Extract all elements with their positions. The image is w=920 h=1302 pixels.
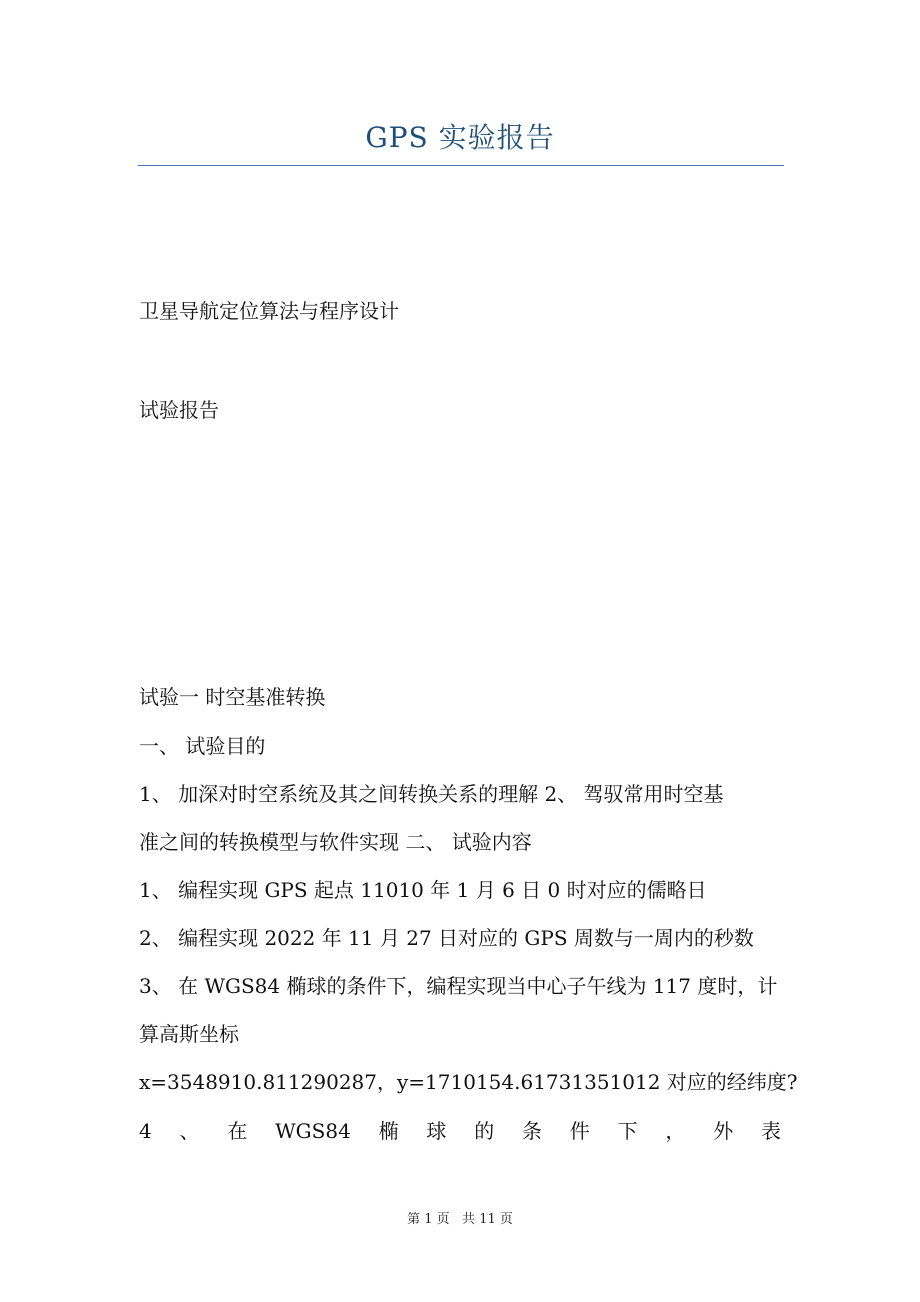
section-heading-purpose: 一、 试验目的 <box>139 734 266 758</box>
word: 的 <box>474 1119 495 1143</box>
word: WGS84 <box>275 1119 351 1143</box>
paragraph-line: 3、 在 WGS84 椭球的条件下，编程实现当中心子午线为 117 度时，计 <box>139 974 778 998</box>
word: 件 <box>569 1119 590 1143</box>
experiment-heading: 试验一 时空基准转换 <box>139 685 326 709</box>
word: 在 <box>227 1119 248 1143</box>
word: 外 <box>713 1119 734 1143</box>
paragraph-line: 1、 加深对时空系统及其之间转换关系的理解 2、 驾驭常用时空基 <box>139 782 724 806</box>
word: 球 <box>426 1119 447 1143</box>
word: 表 <box>760 1119 781 1143</box>
word: ， <box>665 1119 686 1143</box>
report-label: 试验报告 <box>139 398 219 422</box>
paragraph-line: 算高斯坐标 <box>139 1022 239 1046</box>
title-divider <box>138 165 784 166</box>
paragraph-line: 准之间的转换模型与软件实现 二、 试验内容 <box>139 830 532 854</box>
word: 下 <box>617 1119 638 1143</box>
paragraph-line: 1、 编程实现 GPS 起点 11010 年 1 月 6 日 0 时对应的儒略日 <box>139 878 707 902</box>
word: 4 <box>139 1119 152 1143</box>
word: 椭 <box>378 1119 399 1143</box>
document-title: GPS 实验报告 <box>365 121 555 154</box>
word: 、 <box>179 1119 200 1143</box>
justified-paragraph-line <box>139 1117 781 1145</box>
paragraph-line: x=3548910.811290287，y=1710154.61731351012 对应的经纬度? <box>139 1070 798 1094</box>
paragraph-line: 2、 编程实现 2022 年 11 月 27 日对应的 GPS 周数与一周内的秒数 <box>139 926 754 950</box>
word: 条 <box>522 1119 542 1143</box>
page-footer: 第 1 页 共 11 页 <box>407 1212 513 1227</box>
subtitle: 卫星导航定位算法与程序设计 <box>139 299 399 323</box>
